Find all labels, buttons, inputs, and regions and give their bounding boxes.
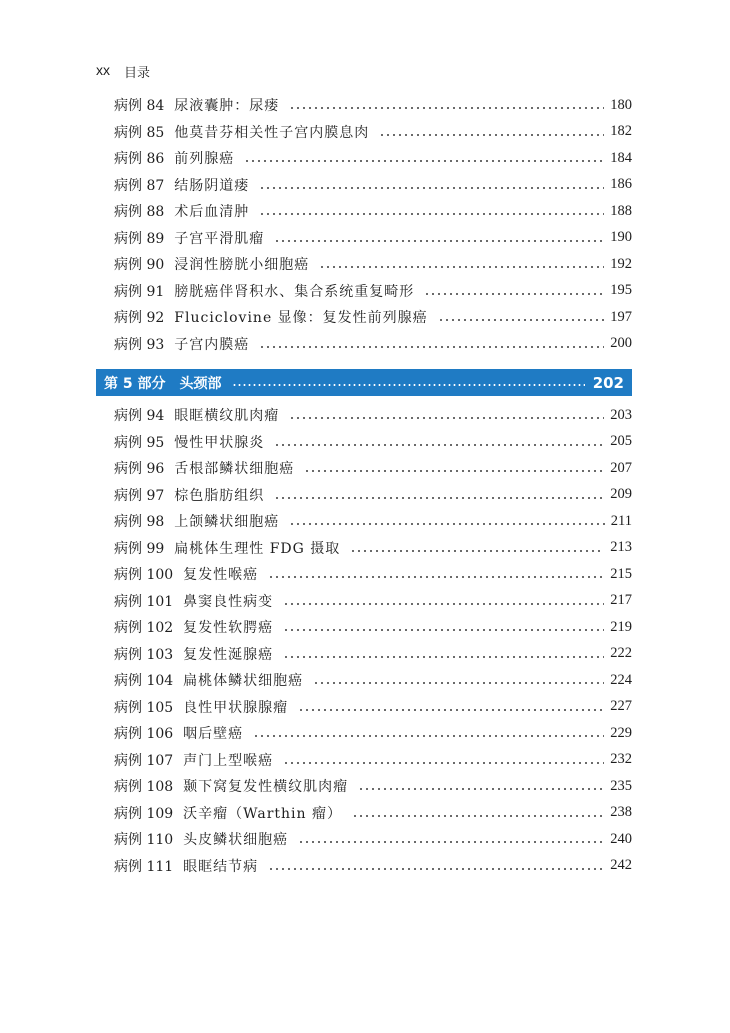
- leader-dots: [283, 628, 604, 632]
- leader-dots: [274, 496, 604, 500]
- page-number: 227: [610, 698, 632, 714]
- page-number: 242: [610, 857, 632, 873]
- leader-dots: [274, 239, 604, 243]
- toc-entry[interactable]: [114, 429, 632, 455]
- page-number: 182: [610, 123, 632, 139]
- page-number: 209: [610, 486, 632, 502]
- page-number: 235: [610, 777, 632, 794]
- toc-entry[interactable]: [114, 304, 632, 330]
- case-number: 病例 91: [114, 283, 165, 300]
- leader-dots: [274, 443, 604, 447]
- leader-dots: [289, 416, 604, 420]
- page-number: 203: [610, 406, 632, 423]
- case-number: 病例 107: [114, 752, 174, 769]
- leader-dots: [259, 345, 604, 349]
- toc-entry[interactable]: [114, 747, 632, 773]
- page-number: 207: [610, 459, 632, 476]
- leader-dots: [283, 602, 604, 606]
- leader-dots: [259, 212, 604, 216]
- case-title: 浸润性膀胱小细胞癌: [174, 257, 310, 273]
- page-number: 219: [610, 618, 632, 635]
- part-leader-dots: [232, 383, 585, 387]
- case-title: 子宫平滑肌瘤: [174, 230, 265, 247]
- case-title: 沃辛瘤（Warthin 瘤）: [183, 805, 342, 822]
- toc-entry[interactable]: [114, 455, 632, 481]
- toc-entry[interactable]: [114, 402, 632, 428]
- case-title: 棕色脂肪组织: [174, 487, 265, 504]
- toc-entry[interactable]: [114, 773, 632, 799]
- toc-entry[interactable]: [114, 251, 632, 277]
- page-number: 184: [610, 149, 632, 166]
- page-number: 238: [610, 804, 632, 820]
- case-title: 眼眶结节病: [183, 858, 259, 875]
- case-title: 膀胱癌伴肾积水、集合系统重复畸形: [174, 283, 415, 300]
- case-title: 子宫内膜癌: [174, 336, 250, 353]
- case-title: 复发性喉癌: [183, 567, 259, 583]
- header-page-number: xx: [96, 62, 110, 78]
- toc-entry[interactable]: [114, 119, 632, 145]
- case-number: 病例 106: [114, 726, 174, 742]
- leader-dots: [268, 867, 604, 871]
- case-title: 良性甲状腺腺瘤: [183, 699, 289, 716]
- case-number: 病例 92: [114, 310, 165, 326]
- page-number: 224: [610, 671, 632, 688]
- case-number: 病例 99: [114, 540, 165, 557]
- case-title: 前列腺癌: [174, 151, 235, 167]
- part-label: 第 5 部分: [104, 375, 166, 392]
- running-header: [96, 62, 150, 81]
- leader-dots: [283, 655, 604, 659]
- case-number: 病例 95: [114, 434, 165, 451]
- case-title: 眼眶横纹肌肉瘤: [174, 408, 280, 424]
- leader-dots: [283, 761, 604, 765]
- page-number: 240: [610, 830, 632, 847]
- case-number: 病例 103: [114, 646, 174, 663]
- page-number: 229: [610, 724, 632, 741]
- case-title: 颞下窝复发性横纹肌肉瘤: [183, 779, 349, 795]
- case-number: 病例 87: [114, 177, 165, 194]
- toc-entry[interactable]: [114, 588, 632, 614]
- case-number: 病例 105: [114, 699, 174, 716]
- part-page-number: 202: [592, 373, 624, 392]
- toc-entry[interactable]: [114, 800, 632, 826]
- case-title: 结肠阴道瘘: [174, 177, 250, 194]
- toc-entry[interactable]: [114, 720, 632, 746]
- toc-entry[interactable]: [114, 198, 632, 224]
- leader-dots: [259, 186, 604, 190]
- leader-dots: [298, 840, 604, 844]
- toc-entry[interactable]: [114, 482, 632, 508]
- leader-dots: [350, 549, 604, 553]
- toc-entry[interactable]: [114, 331, 632, 357]
- leader-dots: [298, 708, 604, 712]
- case-number: 病例 109: [114, 805, 174, 822]
- leader-dots: [313, 681, 604, 685]
- part-heading[interactable]: [96, 369, 632, 396]
- leader-dots: [289, 522, 605, 526]
- leader-dots: [424, 292, 604, 296]
- page-number: 192: [610, 255, 632, 272]
- toc-entry[interactable]: [114, 853, 632, 879]
- case-number: 病例 97: [114, 487, 165, 504]
- page-number: 211: [610, 512, 632, 529]
- toc-entry[interactable]: [114, 614, 632, 640]
- case-number: 病例 94: [114, 408, 165, 424]
- leader-dots: [358, 787, 604, 791]
- page-number: 213: [610, 539, 632, 555]
- leader-dots: [268, 575, 604, 579]
- case-title: 扁桃体鳞状细胞癌: [183, 673, 304, 689]
- leader-dots: [304, 469, 604, 473]
- toc-entry[interactable]: [114, 145, 632, 171]
- leader-dots: [438, 318, 605, 322]
- case-number: 病例 90: [114, 257, 165, 273]
- toc-entry[interactable]: [114, 694, 632, 720]
- page-number: 180: [610, 96, 632, 113]
- page-number: 215: [610, 565, 632, 582]
- page-number: 200: [610, 335, 632, 351]
- leader-dots: [319, 265, 604, 269]
- toc-entry[interactable]: [114, 508, 632, 534]
- page-number: 205: [610, 433, 632, 449]
- case-number: 病例 100: [114, 567, 174, 583]
- toc-entry[interactable]: [114, 92, 632, 118]
- case-title: 声门上型喉癌: [183, 752, 274, 769]
- case-title: 上颌鳞状细胞癌: [174, 514, 280, 530]
- leader-dots: [289, 106, 604, 110]
- page-number: 232: [610, 751, 632, 767]
- case-title: 他莫昔芬相关性子宫内膜息肉: [174, 124, 370, 141]
- case-title: 术后血清肿: [174, 204, 250, 220]
- case-number: 病例 85: [114, 124, 165, 141]
- case-number: 病例 102: [114, 620, 174, 636]
- case-title: 复发性涎腺癌: [183, 646, 274, 663]
- toc-entry[interactable]: [114, 641, 632, 667]
- toc-entry[interactable]: [114, 172, 632, 198]
- page-number: 188: [610, 202, 632, 219]
- page-number: 217: [610, 592, 632, 608]
- part-title: 头颈部: [179, 375, 222, 392]
- case-number: 病例 98: [114, 514, 165, 530]
- case-title: Fluciclovine 显像：复发性前列腺癌: [174, 310, 428, 326]
- case-number: 病例 104: [114, 673, 174, 689]
- toc-entry[interactable]: [114, 278, 632, 304]
- toc-entry[interactable]: [114, 561, 632, 587]
- case-title: 咽后壁癌: [183, 726, 244, 742]
- case-number: 病例 84: [114, 98, 165, 114]
- leader-dots: [352, 814, 604, 818]
- case-number: 病例 89: [114, 230, 165, 247]
- case-title: 尿液囊肿：尿瘘: [174, 98, 280, 114]
- page-number: 186: [610, 176, 632, 192]
- toc-entry[interactable]: [114, 535, 632, 561]
- case-title: 鼻窦良性病变: [183, 593, 274, 610]
- case-number: 病例 108: [114, 779, 174, 795]
- page-number: 222: [610, 645, 632, 661]
- leader-dots: [253, 734, 604, 738]
- case-title: 扁桃体生理性 FDG 摄取: [174, 540, 341, 557]
- case-title: 舌根部鳞状细胞癌: [174, 461, 295, 477]
- case-number: 病例 110: [114, 832, 174, 848]
- case-number: 病例 93: [114, 336, 165, 353]
- case-title: 慢性甲状腺炎: [174, 434, 265, 451]
- case-title: 复发性软腭癌: [183, 620, 274, 636]
- header-section-title: 目录: [124, 66, 151, 81]
- case-number: 病例 111: [114, 858, 174, 875]
- page-number: 197: [610, 308, 632, 325]
- leader-dots: [244, 159, 604, 163]
- case-number: 病例 86: [114, 151, 165, 167]
- case-number: 病例 96: [114, 461, 165, 477]
- case-number: 病例 101: [114, 593, 174, 610]
- toc-entry[interactable]: [114, 667, 632, 693]
- page-number: 195: [610, 282, 632, 298]
- page-number: 190: [610, 229, 632, 245]
- case-number: 病例 88: [114, 204, 165, 220]
- toc-entry[interactable]: [114, 225, 632, 251]
- leader-dots: [379, 133, 604, 137]
- toc-entry[interactable]: [114, 826, 632, 852]
- case-title: 头皮鳞状细胞癌: [183, 832, 289, 848]
